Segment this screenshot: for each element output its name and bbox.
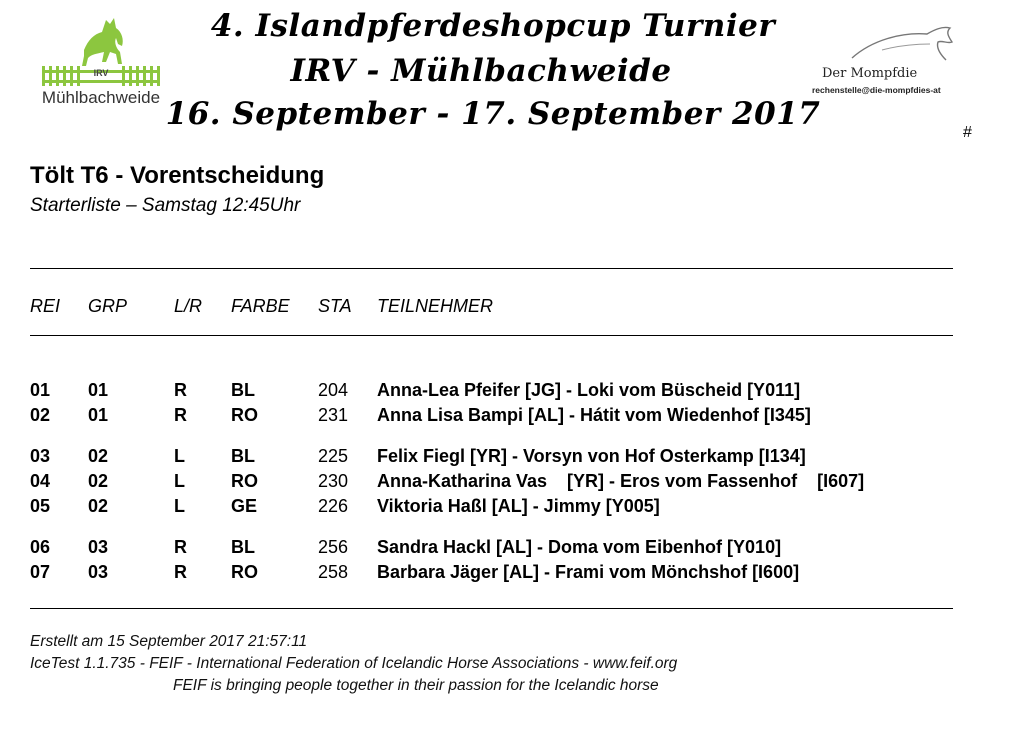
cell-rei: 07 <box>30 562 51 582</box>
cell-lr: L <box>174 446 185 466</box>
cell-grp: 01 <box>88 405 109 425</box>
hash-mark: # <box>963 124 972 141</box>
cell-sta: 256 <box>318 537 349 557</box>
cell-grp: 03 <box>88 537 109 557</box>
horse-sketch-icon <box>812 20 962 70</box>
cell-farbe: BL <box>231 537 255 557</box>
cell-lr: R <box>174 562 187 582</box>
cell-sta: 231 <box>318 405 349 425</box>
cell-grp: 02 <box>88 446 109 466</box>
header-rei: REI <box>30 296 61 316</box>
header-lr: L/R <box>174 296 203 316</box>
cell-teilnehmer: Felix Fiegl [YR] - Vorsyn von Hof Osterkamp [I134] <box>377 446 806 466</box>
cell-teilnehmer: Barbara Jäger [AL] - Frami vom Mönchshof [I600] <box>377 562 800 582</box>
cell-farbe: RO <box>231 471 258 491</box>
logo-right-email: rechenstelle@die-mompfdies-at <box>812 85 941 95</box>
cell-farbe: BL <box>231 380 255 400</box>
logo-right-name: Der Mompfdie <box>822 66 918 81</box>
cell-lr: R <box>174 537 187 557</box>
cell-farbe: RO <box>231 562 258 582</box>
cell-lr: R <box>174 405 187 425</box>
table-row <box>0 405 1030 429</box>
cell-sta: 258 <box>318 562 349 582</box>
title-line-3: 16. September - 17. September 2017 <box>165 96 821 132</box>
footer-slogan: FEIF is bringing people together in their passion for the Icelandic horse <box>173 677 659 694</box>
header-sta: STA <box>318 296 352 316</box>
table-row <box>0 380 1030 404</box>
cell-sta: 226 <box>318 496 349 516</box>
table-row <box>0 446 1030 470</box>
cell-farbe: BL <box>231 446 255 466</box>
cell-rei: 06 <box>30 537 51 557</box>
cell-teilnehmer: Anna Lisa Bampi [AL] - Hátit vom Wiedenhof [I345] <box>377 405 811 425</box>
header-farbe: FARBE <box>231 296 290 316</box>
table-row <box>0 537 1030 561</box>
cell-rei: 04 <box>30 471 51 491</box>
logo-name-text: Mühlbachweide <box>41 88 161 107</box>
event-subtitle: Starterliste – Samstag 12:45Uhr <box>30 195 301 216</box>
logo-mompfdie <box>812 20 962 100</box>
cell-grp: 01 <box>88 380 109 400</box>
footer-software: IceTest 1.1.735 - FEIF - International Federation of Icelandic Horse Associations - www.feif.org <box>30 655 678 672</box>
table-row <box>0 471 1030 495</box>
cell-teilnehmer: Viktoria Haßl [AL] - Jimmy [Y005] <box>377 496 660 516</box>
header-grp: GRP <box>88 296 128 316</box>
cell-sta: 204 <box>318 380 349 400</box>
cell-lr: L <box>174 471 185 491</box>
cell-rei: 01 <box>30 380 51 400</box>
cell-grp: 02 <box>88 471 109 491</box>
divider-bottom <box>30 608 953 609</box>
divider-top <box>30 268 953 269</box>
cell-rei: 02 <box>30 405 51 425</box>
footer-created: Erstellt am 15 September 2017 21:57:11 <box>30 633 308 650</box>
cell-lr: L <box>174 496 185 516</box>
header-teilnehmer: TEILNEHMER <box>377 296 494 316</box>
table-row <box>0 562 1030 586</box>
cell-sta: 230 <box>318 471 349 491</box>
title-line-2: IRV - Mühlbachweide <box>290 53 672 89</box>
cell-farbe: RO <box>231 405 258 425</box>
cell-farbe: GE <box>231 496 258 516</box>
cell-teilnehmer: Anna-Katharina Vas [YR] - Eros vom Fassenhof [I607] <box>377 471 865 491</box>
table-row <box>0 496 1030 520</box>
cell-grp: 02 <box>88 496 109 516</box>
cell-rei: 03 <box>30 446 51 466</box>
divider-header <box>30 335 953 336</box>
cell-grp: 03 <box>88 562 109 582</box>
cell-teilnehmer: Anna-Lea Pfeifer [JG] - Loki vom Büscheid [Y011] <box>377 380 801 400</box>
title-line-1: 4. Islandpferdeshopcup Turnier <box>210 8 776 44</box>
cell-teilnehmer: Sandra Hackl [AL] - Doma vom Eibenhof [Y010] <box>377 537 782 557</box>
logo-badge-text: IRV <box>93 68 109 78</box>
cell-lr: R <box>174 380 187 400</box>
cell-sta: 225 <box>318 446 349 466</box>
cell-rei: 05 <box>30 496 51 516</box>
event-title: Tölt T6 - Vorentscheidung <box>30 162 325 189</box>
